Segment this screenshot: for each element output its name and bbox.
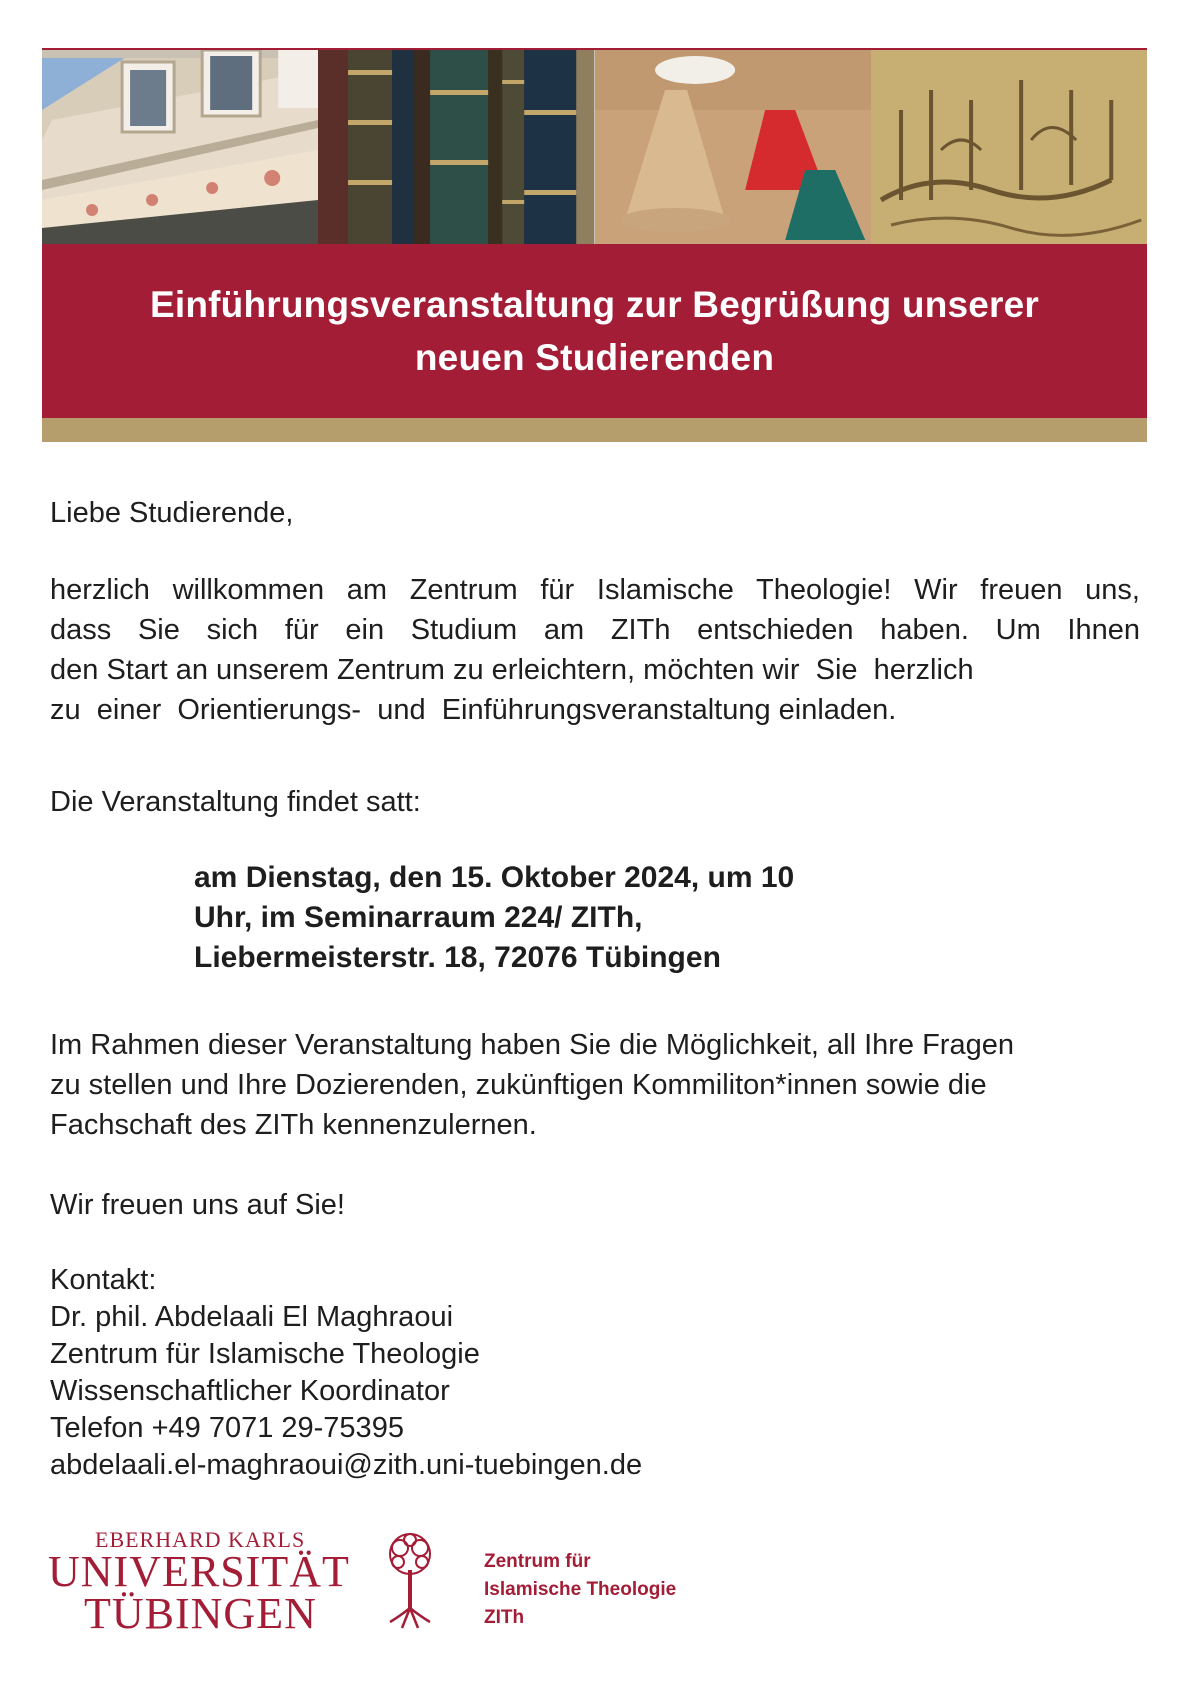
details-paragraph — [50, 1025, 1150, 1145]
closing — [50, 1185, 1150, 1225]
page-title — [42, 244, 1147, 418]
intro-line: den Start an unserem Zentrum zu erleichtern, möchten wir Sie herzlich — [50, 654, 974, 686]
contact-label: Kontakt: — [50, 1264, 157, 1296]
contact-role: Wissenschaftlicher Koordinator — [50, 1375, 450, 1407]
title-line-1: Einführungsveranstaltung zur Begrüßung unserer — [149, 284, 1040, 325]
uni-logo-line-1: UNIVERSITÄT — [48, 1547, 350, 1596]
title-line-2: neuen Studierenden — [414, 337, 775, 378]
zith-line-2: Islamische Theologie — [484, 1579, 677, 1600]
contact-email[interactable]: abdelaali.el-maghraoui@zith.uni-tuebingen.de — [50, 1449, 643, 1481]
header-banner — [42, 48, 1147, 442]
event-intro — [50, 782, 1150, 822]
intro-line: zu einer Orientierungs- und Einführungsveranstaltung einladen. — [50, 694, 897, 726]
books-photo — [318, 50, 594, 244]
details-line: Im Rahmen dieser Veranstaltung haben Sie die Möglichkeit, all Ihre Fragen — [50, 1029, 1014, 1061]
contact-institution: Zentrum für Islamische Theologie — [50, 1338, 480, 1370]
zith-logo-text — [484, 1548, 676, 1632]
university-logo — [48, 1527, 350, 1638]
zith-line-1: Zentrum für — [484, 1551, 591, 1572]
event-line: Liebermeisterstr. 18, 72076 Tübingen — [194, 941, 721, 974]
contact-phone: Telefon +49 7071 29-75395 — [50, 1412, 404, 1444]
intro-line: herzlich willkommen am Zentrum für Islamische Theologie! Wir freuen uns, — [50, 574, 1140, 606]
uni-logo-line-2: TÜBINGEN — [84, 1589, 317, 1638]
zith-line-3: ZITh — [484, 1607, 525, 1628]
greeting — [50, 493, 1150, 533]
contact-name: Dr. phil. Abdelaali El Maghraoui — [50, 1301, 454, 1333]
details-line: zu stellen und Ihre Dozierenden, zukünftigen Kommiliton*innen sowie die — [50, 1069, 987, 1101]
photo-strip — [42, 48, 1147, 244]
event-intro-text: Die Veranstaltung findet satt: — [50, 786, 421, 818]
closing-text: Wir freuen uns auf Sie! — [50, 1189, 345, 1221]
calligraphy-photo — [871, 50, 1147, 244]
gold-divider — [42, 418, 1147, 442]
event-details — [194, 858, 794, 978]
intro-paragraph — [50, 570, 1140, 730]
dervish-photo — [595, 50, 871, 244]
building-photo — [42, 50, 318, 244]
uni-logo-small-text: EBERHARD KARLS — [95, 1527, 306, 1552]
details-line: Fachschaft des ZITh kennenzulernen. — [50, 1109, 537, 1141]
tree-logo-icon — [382, 1530, 438, 1635]
intro-line: dass Sie sich für ein Studium am ZITh entschieden haben. Um Ihnen — [50, 614, 1140, 646]
greeting-text: Liebe Studierende, — [50, 497, 294, 529]
event-line: Uhr, im Seminarraum 224/ ZITh, — [194, 901, 643, 934]
event-line: am Dienstag, den 15. Oktober 2024, um 10 — [194, 861, 795, 894]
contact-block — [50, 1262, 642, 1484]
